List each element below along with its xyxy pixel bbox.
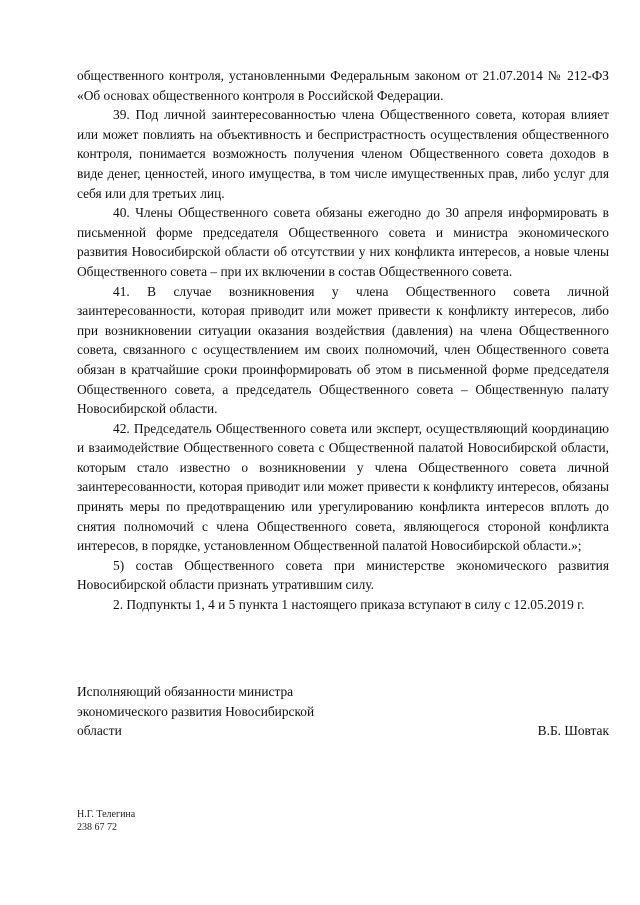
paragraph-42: 42. Председатель Общественного совета или эксперт, осуществляющий координацию и взаимодействие Общественного совета с Общественной палатой Новосибирской области, которым стало известно о возникновении у члена Общественного совета личной заинтересованности, которая приводит или может привести к конфликту интересов, обязаны принять меры по предотвращению или урегулированию конфликта интересов вплоть до снятия полномочий с члена Общественного совета, являющегося стороной конфликта интересов, в порядке, установленном Общественной палатой Новосибирской области.»; — [77, 420, 609, 554]
paragraph-40: 40. Члены Общественного совета обязаны ежегодно до 30 апреля информировать в письменной форме председателя Общественного совета и министра экономического развития Новосибирской области об отсутствии у них конфликта интересов, а новые члены Общественного совета – при их включении в состав Общественного совета. — [77, 205, 609, 279]
executor-footer — [77, 808, 135, 834]
signer-position-line-2: экономического развития Новосибирской — [77, 703, 315, 719]
signature-block — [77, 682, 609, 741]
paragraph-clause-2: 2. Подпункты 1, 4 и 5 пункта 1 настоящего приказа вступают в силу с 12.05.2019 г. — [113, 597, 585, 613]
paragraph-41: 41. В случае возникновения у члена Общественного совета личной заинтересованности, которая приводит или может привести к конфликту интересов, либо при возникновении ситуации оказания воздействия (давления) на члена Общественного совета, связанного с осуществлением им своих полномочий, член Общественного совета обязан в кратчайшие сроки проинформировать об этом в письменной форме председателя Общественного совета, а председатель Общественного совета – Общественную палату Новосибирской области. — [77, 283, 609, 417]
document-body — [77, 66, 609, 615]
signer-row — [77, 721, 609, 741]
signer-position-line-1: Исполняющий обязанности министра — [77, 684, 294, 699]
executor-phone: 238 67 72 — [77, 822, 117, 833]
paragraph-continuation: общественного контроля, установленными Федеральным законом от 21.07.2014 № 212-ФЗ «Об основах общественного контроля в Российской Федерации. — [77, 68, 609, 103]
executor-name: Н.Г. Телегина — [77, 809, 136, 820]
signer-position-line-3: области — [77, 723, 122, 739]
paragraph-item-5: 5) состав Общественного совета при министерстве экономического развития Новосибирской области признать утратившим силу. — [77, 557, 609, 593]
paragraph-39: 39. Под личной заинтересованностью члена Общественного совета, которая влияет или может повлиять на объективность и беспристрастность осуществления общественного контроля, понимается возможность получения членом Общественного совета доходов в виде денег, ценностей, иного имущества, в том числе имущественных прав, либо услуг для себя или для третьих лиц. — [77, 107, 609, 201]
signer-name: В.Б. Шовтак — [537, 723, 609, 739]
